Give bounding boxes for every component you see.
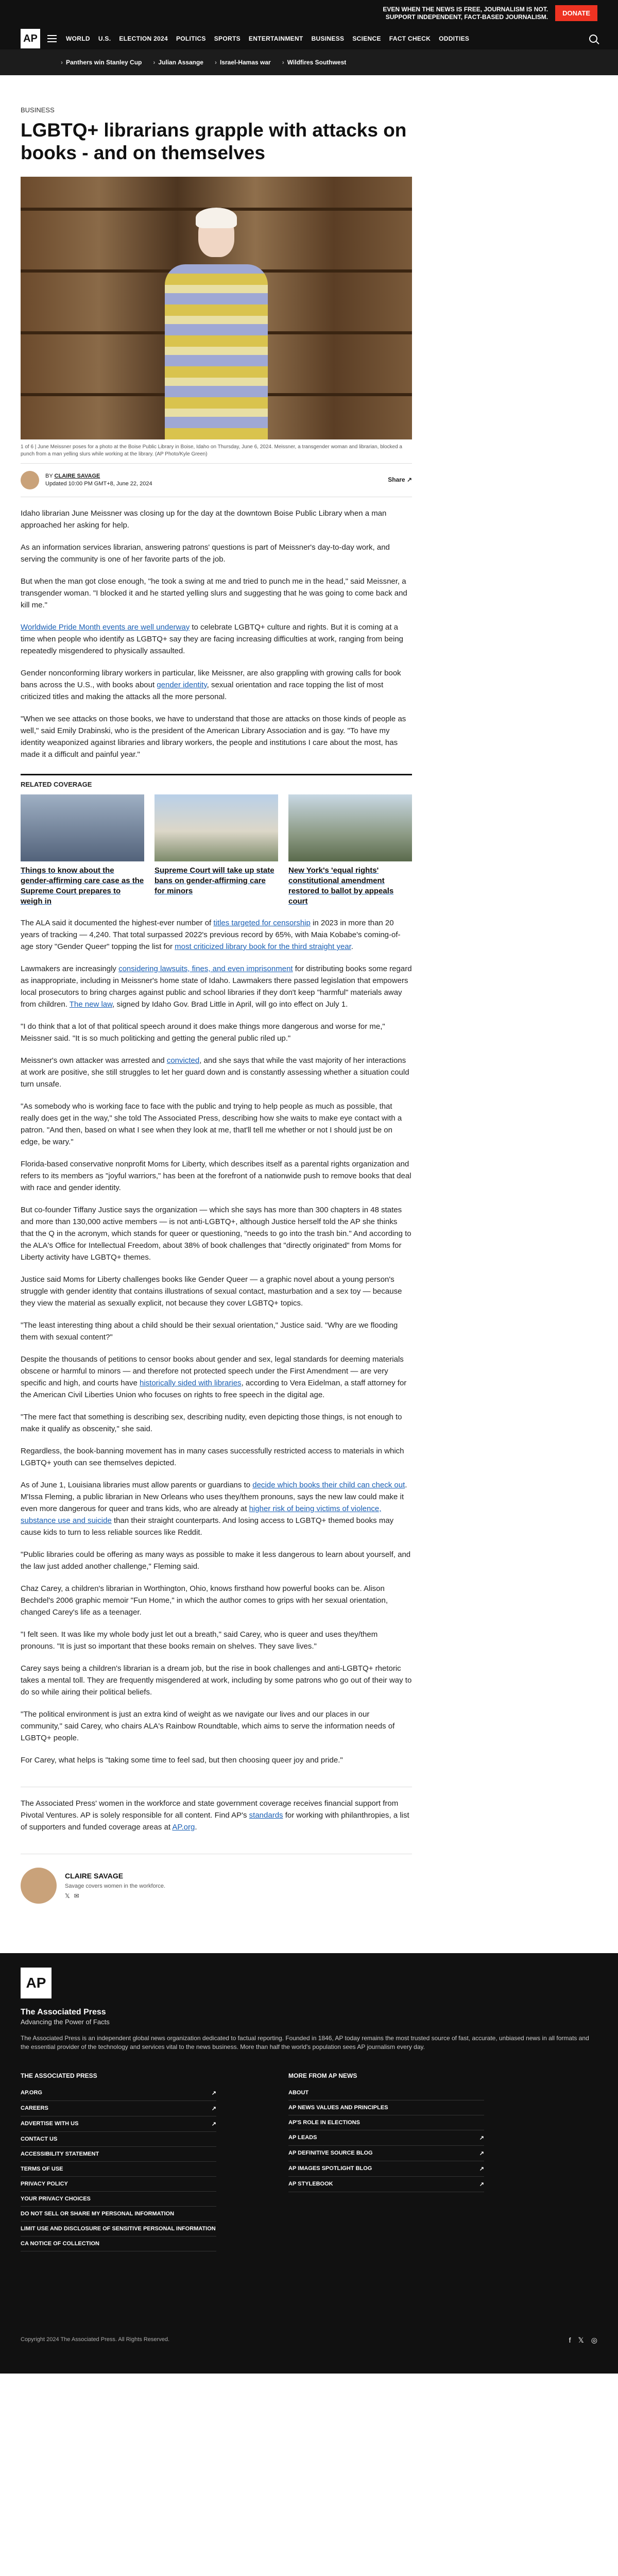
paragraph: Justice said Moms for Liberty challenges books like Gender Queer — a graphic novel about a young person's struggle with gender identity that contains illustrations of sexual contact, masturbation and a sex toy — because they view the material as sexually explicit, not because they cover LGBTQ+ topics. (21, 1275, 402, 1308)
author-link[interactable]: CLAIRE SAVAGE (54, 473, 100, 479)
footer-link[interactable]: YOUR PRIVACY CHOICES (21, 2192, 216, 2207)
footer-link[interactable]: ADVERTISE WITH US ↗ (21, 2116, 216, 2132)
paragraph: "Public libraries could be offering as many ways as possible to make it less dangerous to learn about yourself, and the law just added another challenge," Fleming said. (21, 1550, 411, 1571)
byline (21, 464, 412, 497)
author-bio-name[interactable]: CLAIRE SAVAGE (65, 1872, 124, 1880)
twitter-icon[interactable]: 𝕏 (578, 2336, 584, 2344)
paragraph: "The mere fact that something is describing sex, describing nudity, even depicting those things, is not enough to make it qualify as obscenity," she said. (21, 1413, 402, 1433)
article-kicker[interactable]: BUSINESS (21, 106, 55, 114)
librarian-figure (165, 264, 268, 439)
footer-link[interactable]: AP LEADS ↗ (288, 2130, 484, 2146)
external-link-icon: ↗ (479, 2150, 484, 2157)
updated-timestamp: Updated 10:00 PM GMT+8, June 22, 2024 (45, 481, 152, 487)
paragraph: "The political environment is just an extra kind of weight as we navigate our lives and our places in our community," said Carey, who chairs ALA's Rainbow Roundtable, which aims to serve the information needs of LGBTQ+ people. (21, 1710, 395, 1742)
main-nav (21, 31, 597, 46)
paragraph: "As somebody who is working face to face with the public and trying to help people as much as possible, that really does get in the way," she told The Associated Press, describing how she waits to make eye contact with a patron. "And then, based on what I see when they look at me, that'll tell me whether or not I should just be on edge, be wary." (21, 1102, 402, 1146)
paragraph: "When we see attacks on those books, we have to understand that those are attacks on those kinds of people as well," said Emily Drabinski, who is the president of the American Library Association and is gay. "To have my identity weaponized against libraries and library workers, the people and institutions I care about the most, has made it a difficult and painful year." (21, 715, 406, 759)
inline-link[interactable]: convicted (166, 1056, 200, 1065)
external-link-icon: ↗ (211, 2106, 216, 2112)
footer-column-more (288, 2072, 556, 2251)
related-headline: Supreme Court will take up state bans on gender-affirming care for minors (154, 866, 274, 895)
trending-arrow-icon: › (61, 59, 63, 66)
paragraph: As an information services librarian, answering patrons' questions is part of Meissner's day-to-day work, and serving the community is one of her favorite parts of the job. (21, 543, 390, 564)
nav-item-science[interactable]: SCIENCE (352, 35, 381, 42)
share-icon: ↗ (406, 476, 412, 483)
paragraph: Gender nonconforming library workers in particular, like Meissner, are also grappling with growing calls for book bans across the U.S., with books about gender identity, sexual orientation and race topping the list of most criticized titles and making the attacks all the more personal. (21, 669, 401, 701)
footer-link[interactable]: DO NOT SELL OR SHARE MY PERSONAL INFORMATION (21, 2207, 216, 2222)
paragraph: The ALA said it documented the highest-ever number of titles targeted for censorship in 2023 in more than 20 years of tracking — 4,240. That total surpassed 2022's previous record by 65%, with Maia Kobabe's coming-of-age story "Gender Queer" topping the list for most criticized library book for the third straight year. (21, 919, 401, 951)
footer-link[interactable]: LIMIT USE AND DISCLOSURE OF SENSITIVE PERSONAL INFORMATION (21, 2222, 216, 2236)
inline-link[interactable]: The new law (69, 1000, 113, 1009)
inline-link[interactable]: higher risk of being victims of violence, substance use and suicide (21, 1504, 382, 1525)
paragraph: "I do think that a lot of that political speech around it does make things more dangerous and worse for me," Meissner said. "It is so much politicking and getting the general public riled up." (21, 1022, 385, 1043)
footer-link[interactable]: CA NOTICE OF COLLECTION (21, 2236, 216, 2251)
article (21, 75, 412, 1904)
paragraph: "I felt seen. It was like my whole body just let out a breath," said Carey, who is queer and uses they/them pronouns. "It is just so important that these books remain on shelves. They save lives." (21, 1630, 378, 1651)
promo-line-2: SUPPORT INDEPENDENT, FACT-BASED JOURNALISM. (385, 13, 548, 21)
paragraph: Meissner's own attacker was arrested and convicted, and she says that while the vast majority of her interactions at work are positive, she still struggles to let her guard down and is constantly assessing whether a situation could turn unsafe. (21, 1056, 409, 1089)
related-card[interactable] (288, 794, 412, 907)
trending-arrow-icon: › (282, 59, 284, 66)
funding-note: The Associated Press' women in the workforce and state government coverage receives financial support from Pivotal Ventures. AP is solely responsible for all content. Find AP's standards for working with philanthropies, a list of supporters and funded coverage areas at AP.org. (21, 1799, 409, 1832)
trending-link[interactable]: › Wildfires Southwest (282, 59, 347, 66)
trending-arrow-icon: › (153, 59, 156, 66)
related-headline: New York's 'equal rights' constitutional amendment restored to ballot by appeals court (288, 866, 394, 906)
instagram-icon[interactable]: ◎ (591, 2336, 597, 2344)
ap-logo[interactable]: AP (21, 29, 40, 48)
footer-link[interactable]: AP NEWS VALUES AND PRINCIPLES (288, 2100, 484, 2115)
trending-link[interactable]: › Israel-Hamas war (214, 59, 271, 66)
related-coverage (21, 774, 412, 907)
hero-photo[interactable] (21, 177, 412, 439)
footer-link[interactable]: ACCESSIBILITY STATEMENT (21, 2147, 216, 2162)
related-headline: Things to know about the gender-affirming care case as the Supreme Court prepares to weigh in (21, 866, 144, 906)
paragraph: Lawmakers are increasingly considering lawsuits, fines, and even imprisonment for distributing books some regard as inappropriate, including in Meissner's home state of Idaho. Lawmakers there passed legislation that empowers local prosecutors to bring charges against public and school libraries if they don't keep "harmful" materials away from children. The new law, signed by Idaho Gov. Brad Little in April, will go into effect on July 1. (21, 964, 412, 1009)
footer-column-ap (21, 2072, 288, 2251)
related-card[interactable] (21, 794, 144, 907)
inline-link[interactable]: decide which books their child can check out (252, 1481, 405, 1489)
author-bio (21, 1854, 412, 1904)
paragraph: Worldwide Pride Month events are well underway to celebrate LGBTQ+ culture and rights. But it is coming at a time when people who identify as LGBTQ+ say they are facing increasing difficulties at work, ranging from being repeatedly misgendered to physically assaulted. (21, 623, 404, 655)
twitter-icon[interactable]: 𝕏 (65, 1892, 70, 1900)
footer-link[interactable]: CONTACT US (21, 2132, 216, 2147)
footer-link[interactable]: AP'S ROLE IN ELECTIONS (288, 2115, 484, 2130)
footer-about: The Associated Press is an independent global news organization dedicated to factual reporting. Founded in 1846, AP today remains the most trusted source of fast, accurate, unbiased news in all formats and the essential provider of the technology and services vital to the news business. More than half the world's population sees AP journalism every day. (21, 2035, 589, 2050)
external-link-icon: ↗ (211, 2121, 216, 2127)
site-footer (0, 1953, 618, 2374)
footer-column-title: MORE FROM AP NEWS (288, 2072, 357, 2079)
author-bio-avatar[interactable] (21, 1868, 57, 1904)
paragraph: For Carey, what helps is "taking some time to feel sad, but then choosing queer joy and pride." (21, 1756, 343, 1765)
related-thumbnail (21, 794, 144, 861)
top-navigation-bar (0, 0, 618, 49)
external-link-icon: ↗ (479, 2181, 484, 2188)
inline-link[interactable]: Worldwide Pride Month events are well underway (21, 623, 190, 632)
footer-link[interactable]: TERMS OF USE (21, 2162, 216, 2177)
footer-link[interactable]: AP.ORG ↗ (21, 2086, 216, 2101)
paragraph: Chaz Carey, a children's librarian in Worthington, Ohio, knows firsthand how powerful books can be. Alison Bechdel's 2006 graphic memoir "Fun Home," in which the author comes to grips with her sexual orientation, changed Carey's life as a teenager. (21, 1584, 388, 1617)
author-avatar[interactable] (21, 471, 39, 489)
related-thumbnail (288, 794, 412, 861)
promo-line-1: EVEN WHEN THE NEWS IS FREE, JOURNALISM IS NOT. (383, 5, 548, 13)
nav-item-sports[interactable]: SPORTS (214, 35, 241, 42)
facebook-icon[interactable]: f (569, 2336, 571, 2344)
footer-column-title: THE ASSOCIATED PRESS (21, 2072, 97, 2079)
paragraph: As of June 1, Louisiana libraries must allow parents or guardians to decide which books their child can check out. M'Issa Fleming, a public librarian in New Orleans who uses they/them pronouns, says the new law could make it even more dangerous for queer and trans kids, who are already at higher risk of being victims of violence, substance use and suicide than their straight counterparts. And losing access to LGBTQ+ themed books may cause kids to turn to less reliable sources like Reddit. (21, 1481, 407, 1537)
donate-promo (383, 5, 597, 21)
author-bio-desc: Savage covers women in the workforce. (65, 1883, 166, 1889)
nav-item-oddities[interactable]: ODDITIES (439, 35, 470, 42)
paragraph: But co-founder Tiffany Justice says the organization — which she says has more than 300 chapters in 48 states and more than 130,000 active members — is not anti-LGBTQ+, although Justice herself told the AP she thinks that the Q in the acronym, which stands for queer or questioning, "needs to go into the trash bin." And according to the ALA's Office for Intellectual Freedom, about 38% of book challenges that "directly originated" from Moms for Liberty activity have LGBTQ+ themes. (21, 1206, 411, 1262)
trending-link[interactable]: › Panthers win Stanley Cup (61, 59, 142, 66)
footer-link[interactable]: ABOUT (288, 2086, 484, 2100)
photo-caption: 1 of 6 | June Meissner poses for a photo at the Boise Public Library in Boise, Idaho on Thursday, June 6, 2024. Meissner, a transgender woman and librarian, blocked a punch from a man yelling slurs while working at the library. (AP Photo/Kyle Green) (21, 439, 412, 464)
inline-link[interactable]: titles targeted for censorship (213, 919, 311, 927)
paragraph: Despite the thousands of petitions to censor books about gender and sex, legal standards for deeming materials obscene or harmful to minors — and therefore not protected speech under the First Amendment — are very specific and high, and courts have historically sided with libraries, according to Vera Eidelman, a staff attorney for the American Civil Liberties Union who focuses on rights to free speech in the digital age. (21, 1355, 407, 1399)
related-thumbnail (154, 794, 278, 861)
byline-prefix: BY (45, 473, 53, 479)
footer-link[interactable]: PRIVACY POLICY (21, 2177, 216, 2192)
copyright: Copyright 2024 The Associated Press. All Rights Reserved. (21, 2336, 170, 2343)
paragraph: Idaho librarian June Meissner was closing up for the day at the downtown Boise Public Library when a man approached her asking for help. (21, 509, 387, 530)
trending-link[interactable]: › Julian Assange (153, 59, 203, 66)
librarian-hair (196, 208, 237, 228)
external-link-icon: ↗ (479, 2135, 484, 2141)
related-card[interactable] (154, 794, 278, 907)
inline-link[interactable]: gender identity (157, 681, 207, 689)
external-link-icon: ↗ (211, 2090, 216, 2096)
article-headline: LGBTQ+ librarians grapple with attacks on books - and on themselves (21, 120, 407, 163)
inline-link[interactable]: AP.org (172, 1823, 195, 1832)
inline-link[interactable]: considering lawsuits, fines, and even imprisonment (118, 964, 293, 973)
nav-item-election[interactable]: ELECTION 2024 (119, 35, 168, 42)
trending-arrow-icon: › (214, 59, 217, 66)
nav-item-world[interactable]: WORLD (66, 35, 90, 42)
footer-link[interactable]: CAREERS ↗ (21, 2101, 216, 2116)
inline-link[interactable]: historically sided with libraries (139, 1379, 242, 1387)
related-coverage-title: RELATED COVERAGE (21, 781, 92, 788)
footer-link[interactable]: AP STYLEBOOK ↗ (288, 2177, 484, 2192)
footer-link[interactable]: AP IMAGES SPOTLIGHT BLOG ↗ (288, 2161, 484, 2177)
footer-org-name: The Associated Press (21, 2008, 106, 2016)
footer-link[interactable]: AP DEFINITIVE SOURCE BLOG ↗ (288, 2146, 484, 2161)
paragraph: Carey says being a children's librarian is a dream job, but the rise in book challenges and anti-LGBTQ+ rhetoric takes a mental toll. They are frequently misgendered at work, including by some patrons who go out of their way to do so while airing their political beliefs. (21, 1664, 412, 1697)
nav-item-us[interactable]: U.S. (98, 35, 111, 42)
footer-tagline: Advancing the Power of Facts (21, 2018, 110, 2026)
paragraph: "The least interesting thing about a child should be their sexual orientation," Justice said. "Why are we flooding them with sexual content?" (21, 1321, 398, 1342)
nav-item-business[interactable]: BUSINESS (311, 35, 345, 42)
hamburger-menu-icon[interactable] (47, 35, 57, 42)
footer-ap-logo[interactable]: AP (21, 1968, 52, 1998)
paragraph: Regardless, the book-banning movement has in many cases successfully restricted access to materials in which LGBTQ+ youth can see themselves depicted. (21, 1447, 404, 1467)
search-icon[interactable] (589, 35, 597, 43)
share-button[interactable]: Share ↗ (388, 476, 412, 483)
mail-icon[interactable]: ✉ (74, 1892, 79, 1900)
nav-item-politics[interactable]: POLITICS (176, 35, 206, 42)
inline-link[interactable]: standards (249, 1811, 283, 1820)
article-body (21, 507, 412, 1833)
paragraph: But when the man got close enough, "he took a swing at me and tried to punch me in the head," said Meissner, a transgender woman. "I blocked it and he started yelling slurs and suggesting that he was going to come back and kill me." (21, 577, 407, 609)
external-link-icon: ↗ (479, 2166, 484, 2172)
nav-item-entertainment[interactable]: ENTERTAINMENT (248, 35, 303, 42)
social-links (569, 2336, 597, 2345)
donate-button[interactable]: DONATE (555, 5, 597, 21)
paragraph: Florida-based conservative nonprofit Moms for Liberty, which describes itself as a parental rights organization and refers to its members as "joyful warriors," has been at the forefront of a nationwide push to remove books that deal with race and gender identity. (21, 1160, 411, 1192)
trending-bar (0, 49, 618, 75)
nav-item-fact-check[interactable]: FACT CHECK (389, 35, 431, 42)
inline-link[interactable]: most criticized library book for the third straight year (175, 942, 351, 951)
